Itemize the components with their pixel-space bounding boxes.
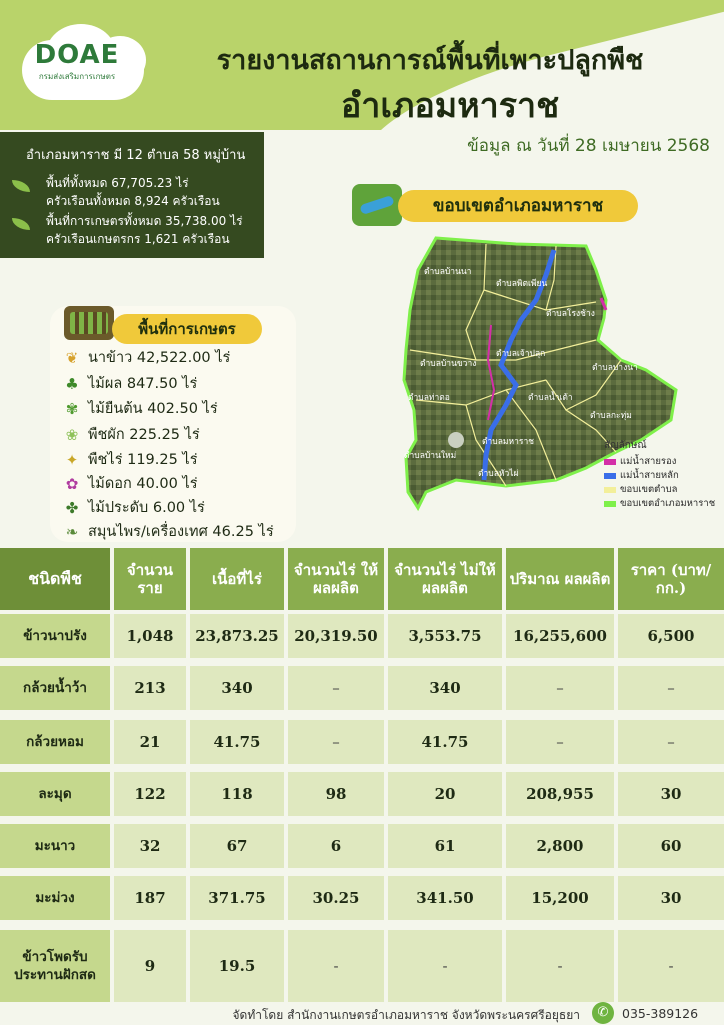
col-header-crop: ชนิดพืช bbox=[0, 548, 110, 610]
table-cell: - bbox=[506, 930, 614, 1002]
label-phit-phian: ตำบลพิตเพียน bbox=[496, 279, 548, 289]
table-row-label: กล้วยน้ำว้า bbox=[0, 666, 110, 710]
table-cell: 208,955 bbox=[506, 772, 614, 816]
legend-title: สัญลักษณ์ bbox=[604, 440, 647, 451]
col-header-households: จำนวน ราย bbox=[114, 548, 186, 610]
table-cell: 3,553.75 bbox=[388, 614, 502, 658]
table-cell: - bbox=[288, 930, 384, 1002]
footer-credit: จัดทำโดย สำนักงานเกษตรอำเภอมหาราช จังหวัดพระนครศรีอยุธยา bbox=[232, 1008, 580, 1022]
flower-icon: ✿ bbox=[65, 475, 79, 493]
col-header-nonproductive: จำนวนไร่ ไม่ให้ผลผลิต bbox=[388, 548, 502, 610]
label-maharat: ตำบลมหาราช bbox=[482, 437, 534, 447]
table-cell: 118 bbox=[190, 772, 284, 816]
table-cell: - bbox=[388, 930, 502, 1002]
phone-icon: ✆ bbox=[592, 1002, 614, 1024]
table-row-label: ข้าวนาปรัง bbox=[0, 614, 110, 658]
label-nam-tao: ตำบลน้ำเต้า bbox=[528, 393, 573, 403]
table-cell: 122 bbox=[114, 772, 186, 816]
logo-text: DOAE bbox=[34, 40, 120, 70]
table-row-label: มะม่วง bbox=[0, 876, 110, 920]
banana-icon: ♣ bbox=[65, 375, 79, 393]
palm-tree-icon: ✾ bbox=[65, 400, 79, 418]
col-header-area: เนื้อที่ไร่ bbox=[190, 548, 284, 610]
label-rong-chang: ตำบลโรงช้าง bbox=[546, 309, 595, 319]
district-summary: อำเภอมหาราช มี 12 ตำบล 58 หมู่บ้าน พื้นที่ทั้งหมด 67,705.23 ไร่ ครัวเรือนทั้งหมด 8,924 ครัวเรือน พื้นที่การเกษตรทั้งหมด 35,738.00 ไร่ ครัวเรือนเกษตรกร 1,621 ครัวเรือน bbox=[0, 132, 264, 258]
table-cell: – bbox=[618, 720, 724, 764]
table-cell: 23,873.25 bbox=[190, 614, 284, 658]
report-date: ข้อมูล ณ วันที่ 28 เมษายน 2568 bbox=[467, 136, 710, 156]
label-hua-phai: ตำบลหัวไผ่ bbox=[478, 469, 519, 479]
corn-icon: ✦ bbox=[65, 451, 79, 469]
col-header-price: ราคา (บาท/กก.) bbox=[618, 548, 724, 610]
table-cell: 20,319.50 bbox=[288, 614, 384, 658]
summary-heading: อำเภอมหาราช มี 12 ตำบล 58 หมู่บ้าน bbox=[26, 148, 246, 163]
table-cell: 6,500 bbox=[618, 614, 724, 658]
label-bang-na: ตำบลบางนา bbox=[592, 363, 638, 373]
herb-icon: ❧ bbox=[65, 523, 79, 541]
label-kathum: ตำบลกะทุ่ม bbox=[590, 411, 632, 421]
table-cell: 32 bbox=[114, 824, 186, 868]
table-cell: 340 bbox=[388, 666, 502, 710]
table-cell: 41.75 bbox=[190, 720, 284, 764]
table-cell: 67 bbox=[190, 824, 284, 868]
label-chao-pluk: ตำบลเจ้าปลุก bbox=[496, 349, 546, 359]
table-cell: 341.50 bbox=[388, 876, 502, 920]
table-cell: 98 bbox=[288, 772, 384, 816]
table-cell: – bbox=[288, 720, 384, 764]
table-cell: 30 bbox=[618, 772, 724, 816]
col-header-yield: ปริมาณ ผลผลิต bbox=[506, 548, 614, 610]
table-cell: – bbox=[506, 720, 614, 764]
table-cell: 41.75 bbox=[388, 720, 502, 764]
leaf-icon bbox=[12, 180, 30, 192]
table-cell: – bbox=[506, 666, 614, 710]
table-cell: 61 bbox=[388, 824, 502, 868]
table-cell: 60 bbox=[618, 824, 724, 868]
table-cell: 30.25 bbox=[288, 876, 384, 920]
table-cell: 21 bbox=[114, 720, 186, 764]
table-cell: 1,048 bbox=[114, 614, 186, 658]
river-icon bbox=[352, 184, 402, 226]
table-cell: 30 bbox=[618, 876, 724, 920]
label-ban-na: ตำบลบ้านนา bbox=[424, 267, 472, 277]
table-cell: – bbox=[288, 666, 384, 710]
table-cell: – bbox=[618, 666, 724, 710]
table-cell: 6 bbox=[288, 824, 384, 868]
phone-number: 035-389126 bbox=[622, 1006, 699, 1021]
table-cell: 15,200 bbox=[506, 876, 614, 920]
leaf-icon bbox=[12, 218, 30, 230]
farm-plot-icon bbox=[64, 306, 114, 340]
table-cell: 19.5 bbox=[190, 930, 284, 1002]
table-cell: 2,800 bbox=[506, 824, 614, 868]
table-cell: 340 bbox=[190, 666, 284, 710]
table-cell: 371.75 bbox=[190, 876, 284, 920]
label-tha-to: ตำบลท่าตอ bbox=[408, 393, 450, 403]
table-row-label: ละมุด bbox=[0, 772, 110, 816]
label-ban-mai: ตำบลบ้านใหม่ bbox=[404, 451, 457, 461]
map-badge: ขอบเขตอำเภอมหาราช bbox=[398, 190, 638, 222]
table-cell: 20 bbox=[388, 772, 502, 816]
cabbage-icon: ❀ bbox=[65, 426, 79, 444]
table-cell: 9 bbox=[114, 930, 186, 1002]
table-cell: 187 bbox=[114, 876, 186, 920]
rice-icon: ❦ bbox=[65, 349, 79, 367]
table-row-label: ข้าวโพดรับประทานฝักสด bbox=[0, 930, 110, 1002]
table-row-label: กล้วยหอม bbox=[0, 720, 110, 764]
table-row-label: มะนาว bbox=[0, 824, 110, 868]
logo-subtitle: กรมส่งเสริมการเกษตร bbox=[38, 72, 116, 81]
table-cell: - bbox=[618, 930, 724, 1002]
label-ban-khwang: ตำบลบ้านขวาง bbox=[420, 359, 477, 369]
col-header-productive: จำนวนไร่ ให้ผลผลิต bbox=[288, 548, 384, 610]
agri-area-badge: พื้นที่การเกษตร bbox=[112, 314, 262, 344]
potted-plant-icon: ✤ bbox=[65, 499, 79, 517]
table-cell: 16,255,600 bbox=[506, 614, 614, 658]
page-title: รายงานสถานการณ์พื้นที่เพาะปลูกพืช bbox=[216, 45, 644, 76]
page-subtitle: อำเภอมหาราช bbox=[340, 86, 560, 126]
table-cell: 213 bbox=[114, 666, 186, 710]
